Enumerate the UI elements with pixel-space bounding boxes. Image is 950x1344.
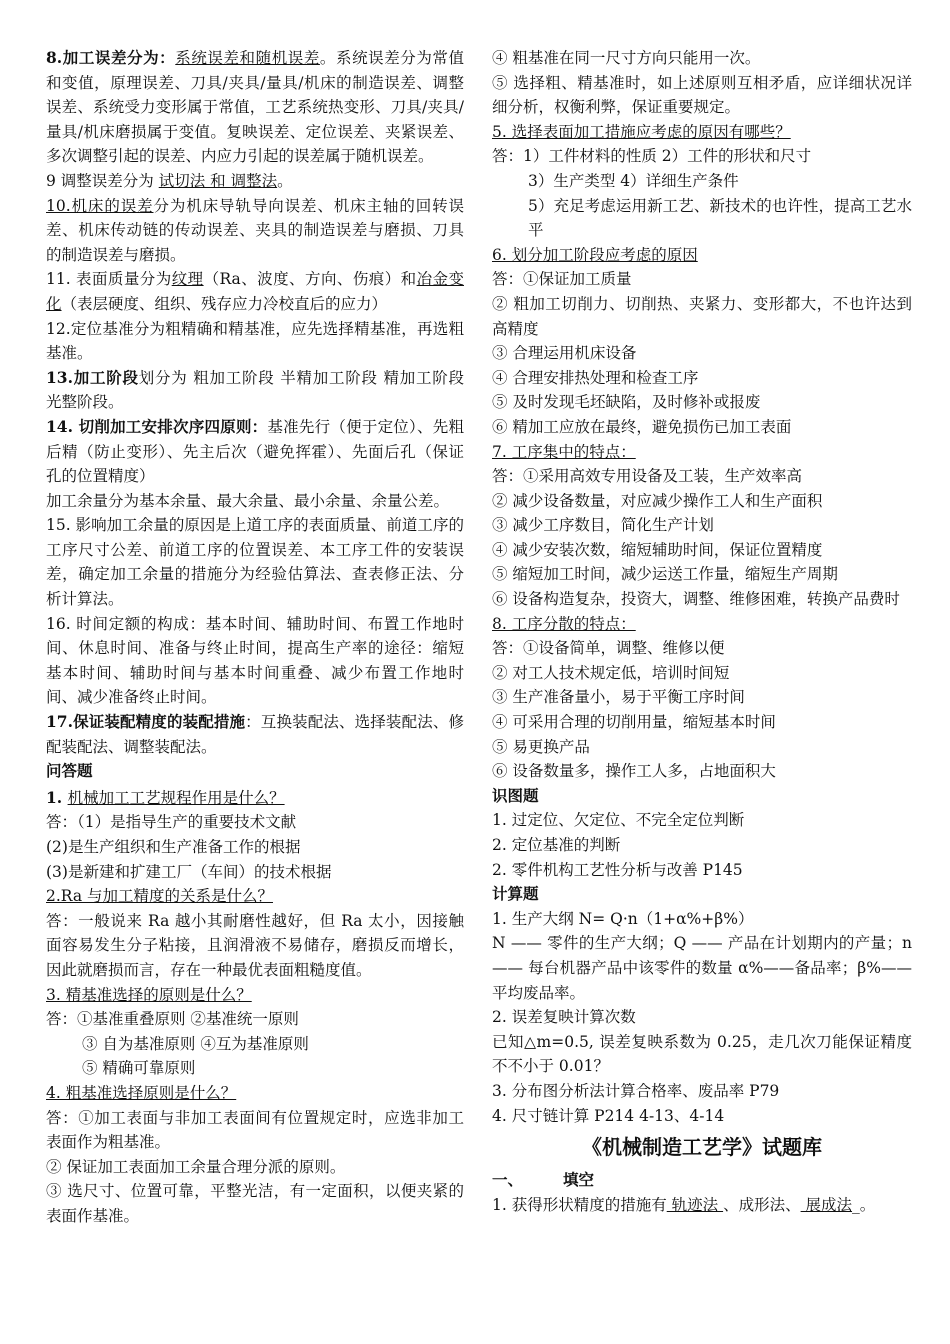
item-13: 13.加工阶段划分为 粗加工阶段 半精加工阶段 精加工阶段 光整阶段。 (46, 367, 464, 412)
item-14-allowance: 加工余量分为基本余量、最大余量、最小余量、余量公差。 (46, 491, 450, 510)
answer-4-line-1: 答：①加工表面与非加工表面间有位置规定时，应选非加工表面作为粗基准。 (46, 1108, 464, 1152)
answer-1-line-1: 答：（1）是指导生产的重要技术文献 (46, 813, 297, 832)
answer-4-line-3: ③ 选尺寸、位置可靠，平整光洁，有一定面积，以便夹紧的表面作基准。 (46, 1182, 464, 1225)
question-3: 3. 精基准选择的原则是什么？ (46, 985, 252, 1004)
answer-7-line-2: ② 减少设备数量，对应减少操作工人和生产面积 (492, 491, 823, 510)
figure-item-1: 1. 过定位、欠定位、不完全定位判断 (492, 811, 745, 830)
section-1-heading: 一、 填空 (492, 1170, 595, 1190)
answer-5-line-3: 5）充足考虑运用新工艺、新技术的也许性，提高工艺水平 (528, 196, 912, 240)
answer-7-line-3: ③ 减少工序数目，简化生产计划 (492, 516, 714, 535)
calculation-heading: 计算题 (492, 884, 539, 904)
item-16: 16. 时间定额的构成：基本时间、辅助时间、布置工作地时间、休息时间、准备与终止时间，提高生产率的途径：缩短基本时间、辅助时间与基本时间重叠、减少布置工作地时间、减少准备终止时间。 (46, 614, 464, 707)
question-4: 4. 粗基准选择原则是什么？ (46, 1083, 237, 1102)
figure-item-2: 2. 定位基准的判断 (492, 836, 621, 854)
calc-item-2: 2. 误差复映计算次数 (492, 1008, 636, 1027)
answer-1-line-3: (3)是新建和扩建工厂（车间）的技术根据 (46, 862, 332, 881)
answer-3-line-2: ③ 自为基准原则 ④互为基准原则 (82, 1034, 309, 1053)
answer-8-line-1: 答：①设备简单，调整、维修以便 (492, 639, 725, 658)
question-8: 8. 工序分散的特点： (492, 614, 636, 633)
answer-8-line-5: ⑤ 易更换产品 (492, 737, 590, 756)
answer-6-line-4: ④ 合理安排热处理和检查工序 (492, 368, 699, 387)
calc-item-2-detail: 已知△m=0.5, 误差复映系数为 0.25，走几次刀能保证精度不不小于 0.01？ (492, 1032, 912, 1076)
calc-item-1-legend: N —— 零件的生产大纲；Q —— 产品在计划期内的产量；n —— 每台机器产品中该零件的数量 α%——备品率；β%——平均废品率。 (492, 934, 912, 1002)
figure-item-3: 2. 零件机构工艺性分析与改善 P145 (492, 860, 743, 879)
answer-7-line-4: ④ 减少安装次数，缩短辅助时间，保证位置精度 (492, 540, 823, 559)
qa-heading: 问答题 (46, 761, 93, 781)
answer-8-line-4: ④ 可采用合理的切削用量，缩短基本时间 (492, 713, 776, 732)
item-10: 10.机床的误差分为机床导轨导向误差、机床主轴的回转误差、机床传动链的传动误差、夹具的制造误差与磨损、刀具的制造误差与磨损。 (46, 196, 464, 264)
answer-7-line-5: ⑤ 缩短加工时间，减少运送工作量，缩短生产周期 (492, 565, 838, 584)
answer-6-line-5: ⑤ 及时发现毛坯缺陷，及时修补或报废 (492, 393, 761, 412)
answer-2: 答：一般说来 Ra 越小其耐磨性越好，但 Ra 太小，因接触面容易发生分子粘接，且润滑液不易储存，磨损反而增长，因此就磨损而言，存在一种最优表面粗糙度值。 (46, 911, 464, 979)
answer-1-line-2: (2)是生产组织和生产准备工作的根据 (46, 838, 301, 856)
question-1: 1. 机械加工工艺规程作用是什么？ (46, 787, 285, 807)
question-2: 2.Ra 与加工精度的关系是什么？ (46, 887, 273, 906)
item-11: 11. 表面质量分为纹理（Ra、波度、方向、伤痕）和冶金变化（表层硬度、组织、残存应力冷校直后的应力） (46, 270, 464, 313)
answer-8-line-3: ③ 生产准备量小，易于平衡工序时间 (492, 688, 745, 707)
figure-questions-heading: 识图题 (492, 785, 539, 805)
calc-item-1: 1. 生产大纲 N= Q·n（1+α%+β%） (492, 909, 754, 928)
item-9: 9 调整误差分为 试切法 和 调整法。 (46, 171, 293, 190)
answer-4-line-5: ⑤ 选择粗、精基准时，如上述原则互相矛盾，应详细状况详细分析，权衡利弊，保证重要规定。 (492, 73, 912, 117)
answer-5-line-2: 3）生产类型 4）详细生产条件 (528, 171, 739, 190)
answer-7-line-1: 答：①采用高效专用设备及工装，生产效率高 (492, 467, 803, 486)
question-5: 5. 选择表面加工措施应考虑的原因有哪些？ (492, 122, 791, 141)
answer-6-line-2: ② 粗加工切削力、切削热、夹紧力、变形都大，不也许达到高精度 (492, 294, 912, 338)
answer-3-line-3: ⑤ 精确可靠原则 (82, 1059, 196, 1078)
question-bank-title: 《机械制造工艺学》试题库 (582, 1135, 822, 1160)
item-14: 14. 切削加工安排次序四原则：基准先行（便于定位）、先粗后精（防止变形）、先主后次（避免挥霍）、先面后孔（保证孔的位置精度） (46, 416, 464, 486)
item-8: 8.加工误差分为：系统误差和随机误差。系统误差分为常值和变值，原理误差、刀具/夹具/量具/机床的制造误差、调整误差、系统受力变形属于常值，工艺系统热变形、刀具/夹具/量具/机床磨损属于变值。复映误差、定位误差、夹紧误差、多次调整引起的误差、内应力引起的误差属于随机误差。 (46, 48, 464, 166)
answer-4-line-4: ④ 粗基准在同一尺寸方向只能用一次。 (492, 49, 761, 67)
answer-7-line-6: ⑥ 设备构造复杂，投资大，调整、维修困难，转换产品费时 (492, 590, 900, 609)
item-17: 17.保证装配精度的装配措施：互换装配法、选择装配法、修配装配法、调整装配法。 (46, 712, 464, 756)
item-15: 15. 影响加工余量的原因是上道工序的表面质量、前道工序的工序尺寸公差、前道工序的位置误差、本工序工件的安装误差，确定加工余量的措施分为经验估算法、查表修正法、分析计算法。 (46, 516, 464, 609)
left-column (46, 46, 464, 1229)
answer-6-line-6: ⑥ 精加工应放在最终，避免损伤已加工表面 (492, 417, 792, 436)
fill-blank-1: 1. 获得形状精度的措施有 轨迹法 、成形法、 展成法_。 (492, 1195, 876, 1214)
answer-3-line-1: 答：①基准重叠原则 ②基准统一原则 (46, 1010, 299, 1029)
answer-6-line-1: 答：①保证加工质量 (492, 270, 632, 289)
answer-8-line-6: ⑥ 设备数量多，操作工人多，占地面积大 (492, 762, 776, 781)
answer-5-line-1: 答：1）工件材料的性质 2）工件的形状和尺寸 (492, 147, 812, 166)
right-column (492, 46, 912, 1217)
question-6: 6. 划分加工阶段应考虑的原因 (492, 245, 698, 264)
calc-item-4: 4. 尺寸链计算 P214 4-13、4-14 (492, 1106, 725, 1125)
answer-8-line-2: ② 对工人技术规定低，培训时间短 (492, 663, 730, 682)
question-7: 7. 工序集中的特点： (492, 442, 636, 461)
calc-item-3: 3. 分布图分析法计算合格率、废品率 P79 (492, 1081, 780, 1100)
answer-6-line-3: ③ 合理运用机床设备 (492, 344, 637, 363)
answer-4-line-2: ② 保证加工表面加工余量合理分派的原则。 (46, 1157, 346, 1176)
item-12: 12.定位基准分为粗精确和精基准，应先选择精基准，再选粗基准。 (46, 319, 464, 363)
